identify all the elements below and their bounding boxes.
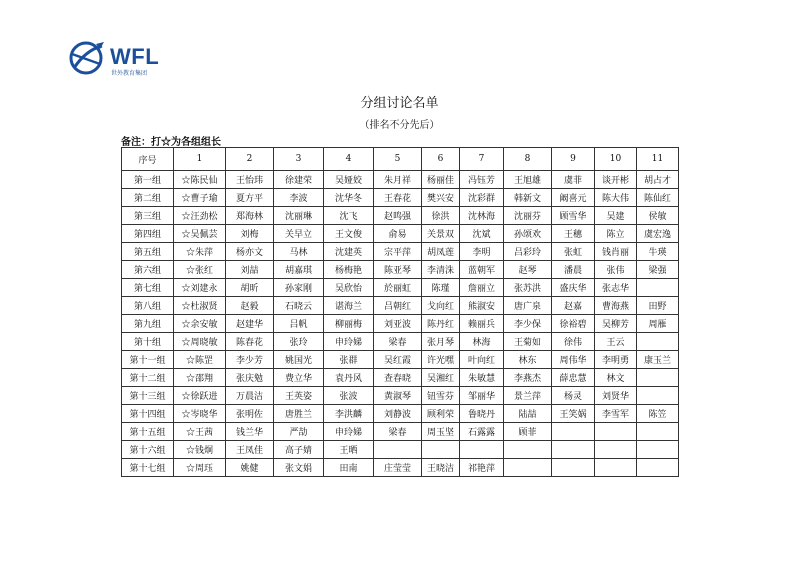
member-cell: 林文 xyxy=(595,369,637,387)
group-label-cell: 第十五组 xyxy=(122,423,174,441)
member-cell: 顾雪华 xyxy=(552,207,595,225)
member-cell: 黄淑琴 xyxy=(374,387,422,405)
member-cell: 张虹 xyxy=(552,243,595,261)
member-cell: 赵嘉 xyxy=(552,297,595,315)
group-label-cell: 第十二组 xyxy=(122,369,174,387)
member-cell: 赵鸣强 xyxy=(374,207,422,225)
member-cell: 张月琴 xyxy=(422,333,460,351)
member-cell: 李燕杰 xyxy=(504,369,552,387)
member-cell: 许光嘿 xyxy=(422,351,460,369)
member-cell: ☆曹子瑜 xyxy=(174,189,226,207)
table-row xyxy=(122,243,679,261)
member-cell: ☆张红 xyxy=(174,261,226,279)
member-cell: 陈立 xyxy=(595,225,637,243)
member-cell: 杨灵 xyxy=(552,387,595,405)
member-cell: 陈大伟 xyxy=(595,189,637,207)
member-cell: 吴柳芳 xyxy=(595,315,637,333)
column-header: 7 xyxy=(460,148,504,171)
member-cell: 李少保 xyxy=(504,315,552,333)
member-cell: 杨丽佳 xyxy=(422,171,460,189)
column-header: 6 xyxy=(422,148,460,171)
table-row xyxy=(122,315,679,333)
group-label-cell: 第十六组 xyxy=(122,441,174,459)
member-cell xyxy=(552,423,595,441)
member-cell: 顾利荣 xyxy=(422,405,460,423)
member-cell: 张文娟 xyxy=(274,459,324,477)
member-cell: 王春花 xyxy=(374,189,422,207)
group-label-cell: 第六组 xyxy=(122,261,174,279)
column-header: 5 xyxy=(374,148,422,171)
group-table xyxy=(121,147,679,477)
member-cell: 费立华 xyxy=(274,369,324,387)
member-cell xyxy=(637,387,679,405)
member-cell: 王怡玮 xyxy=(226,171,274,189)
member-cell xyxy=(637,423,679,441)
member-cell: 赵琴 xyxy=(504,261,552,279)
member-cell: 李雪军 xyxy=(595,405,637,423)
member-cell: 王凤佳 xyxy=(226,441,274,459)
member-cell: 戈向红 xyxy=(422,297,460,315)
globe-icon xyxy=(71,42,104,73)
member-cell: 於丽虹 xyxy=(374,279,422,297)
member-cell: 吕朝红 xyxy=(374,297,422,315)
member-cell: 杨亦文 xyxy=(226,243,274,261)
member-cell: 吴湘红 xyxy=(422,369,460,387)
member-cell: 赵毅 xyxy=(226,297,274,315)
member-cell: 陈春花 xyxy=(226,333,274,351)
member-cell: 庄莹莹 xyxy=(374,459,422,477)
member-cell: 吕彩玲 xyxy=(504,243,552,261)
group-label-cell: 第八组 xyxy=(122,297,174,315)
table-body xyxy=(122,171,679,477)
table-row xyxy=(122,351,679,369)
member-cell: 朱敏慧 xyxy=(460,369,504,387)
member-cell: ☆徐跃进 xyxy=(174,387,226,405)
table-row xyxy=(122,279,679,297)
member-cell: 沈斌 xyxy=(460,225,504,243)
member-cell: ☆汪劲松 xyxy=(174,207,226,225)
member-cell: 曹海燕 xyxy=(595,297,637,315)
group-label-cell: 第五组 xyxy=(122,243,174,261)
member-cell: 周玉坚 xyxy=(422,423,460,441)
member-cell xyxy=(595,423,637,441)
member-cell: 梁强 xyxy=(637,261,679,279)
member-cell: 田南 xyxy=(324,459,374,477)
group-label-cell: 第九组 xyxy=(122,315,174,333)
member-cell: 梁春 xyxy=(374,333,422,351)
member-cell: 陈瑾 xyxy=(422,279,460,297)
group-label-cell: 第二组 xyxy=(122,189,174,207)
member-cell: 俞易 xyxy=(374,225,422,243)
member-cell: 王穗 xyxy=(552,225,595,243)
member-cell: 李洪麟 xyxy=(324,405,374,423)
member-cell: 申玲娣 xyxy=(324,423,374,441)
member-cell xyxy=(374,441,422,459)
member-cell: 徐裕碧 xyxy=(552,315,595,333)
group-label-cell: 第一组 xyxy=(122,171,174,189)
member-cell: 沈丽芬 xyxy=(504,207,552,225)
table-header-row xyxy=(122,148,679,171)
member-cell: 冯钰芳 xyxy=(460,171,504,189)
group-label-cell: 第十四组 xyxy=(122,405,174,423)
member-cell: 牛瑛 xyxy=(637,243,679,261)
member-cell: 关景双 xyxy=(422,225,460,243)
member-cell: 李明勇 xyxy=(595,351,637,369)
member-cell: ☆陈罡 xyxy=(174,351,226,369)
member-cell: 虞菲 xyxy=(552,171,595,189)
member-cell xyxy=(422,441,460,459)
member-cell: 潘晨 xyxy=(552,261,595,279)
member-cell: 蓝朝军 xyxy=(460,261,504,279)
member-cell: 胡占才 xyxy=(637,171,679,189)
member-cell: 钱肖丽 xyxy=(595,243,637,261)
member-cell: 查春晓 xyxy=(374,369,422,387)
member-cell: 关早立 xyxy=(274,225,324,243)
member-cell: 田野 xyxy=(637,297,679,315)
group-label-cell: 第十一组 xyxy=(122,351,174,369)
table-row xyxy=(122,369,679,387)
member-cell: 王菊如 xyxy=(504,333,552,351)
column-header: 序号 xyxy=(122,148,174,171)
member-cell: 陈丹红 xyxy=(422,315,460,333)
member-cell xyxy=(504,459,552,477)
member-cell: 吴欣怡 xyxy=(324,279,374,297)
member-cell: 赖丽兵 xyxy=(460,315,504,333)
group-label-cell: 第十三组 xyxy=(122,387,174,405)
member-cell: 沈丽琳 xyxy=(274,207,324,225)
member-cell: 申玲娣 xyxy=(324,333,374,351)
member-cell xyxy=(460,441,504,459)
member-cell: 张群 xyxy=(324,351,374,369)
leader-note: 备注：打☆为各组组长 xyxy=(121,137,221,148)
member-cell: 刘梅 xyxy=(226,225,274,243)
member-cell: ☆钱炯 xyxy=(174,441,226,459)
member-cell: 李清洙 xyxy=(422,261,460,279)
member-cell: 詹丽立 xyxy=(460,279,504,297)
member-cell: 张伟 xyxy=(595,261,637,279)
member-cell: 胡凤莲 xyxy=(422,243,460,261)
member-cell xyxy=(595,459,637,477)
member-cell: 王旭雄 xyxy=(504,171,552,189)
member-cell: 郑海林 xyxy=(226,207,274,225)
page-subtitle: （排名不分先后） xyxy=(359,120,440,131)
table-row xyxy=(122,387,679,405)
member-cell: 顾菲 xyxy=(504,423,552,441)
member-cell: 夏方平 xyxy=(226,189,274,207)
member-cell: 谌海兰 xyxy=(324,297,374,315)
member-cell: 沈华冬 xyxy=(324,189,374,207)
member-cell: 胡昕 xyxy=(226,279,274,297)
member-cell: 朱月祥 xyxy=(374,171,422,189)
member-cell: 马林 xyxy=(274,243,324,261)
member-cell: 祁艳萍 xyxy=(460,459,504,477)
member-cell: 王文俊 xyxy=(324,225,374,243)
member-cell: 唐胜兰 xyxy=(274,405,324,423)
member-cell: ☆王茜 xyxy=(174,423,226,441)
column-header: 11 xyxy=(637,148,679,171)
member-cell: 林东 xyxy=(504,351,552,369)
member-cell: 虞宏逸 xyxy=(637,225,679,243)
member-cell xyxy=(552,441,595,459)
member-cell: 孙家刚 xyxy=(274,279,324,297)
member-cell: 钱兰华 xyxy=(226,423,274,441)
member-cell: ☆吴佩芸 xyxy=(174,225,226,243)
table-row xyxy=(122,441,679,459)
member-cell: 高子婧 xyxy=(274,441,324,459)
member-cell: 沈建英 xyxy=(324,243,374,261)
group-label-cell: 第十组 xyxy=(122,333,174,351)
member-cell: 刘喆 xyxy=(226,261,274,279)
member-cell xyxy=(637,441,679,459)
table-row xyxy=(122,189,679,207)
member-cell: 李少芳 xyxy=(226,351,274,369)
member-cell: 张波 xyxy=(324,387,374,405)
member-cell: ☆陈民仙 xyxy=(174,171,226,189)
member-cell: ☆周珏 xyxy=(174,459,226,477)
member-cell: 周雁 xyxy=(637,315,679,333)
page-title: 分组讨论名单 xyxy=(360,96,439,111)
member-cell: 陈笠 xyxy=(637,405,679,423)
table-row xyxy=(122,405,679,423)
member-cell: 严劼 xyxy=(274,423,324,441)
member-cell: 康玉兰 xyxy=(637,351,679,369)
member-cell: 鲁晓丹 xyxy=(460,405,504,423)
logo-text: WFL xyxy=(110,44,160,69)
member-cell: 徐建荣 xyxy=(274,171,324,189)
member-cell: 李明 xyxy=(460,243,504,261)
member-cell: 吕帆 xyxy=(274,315,324,333)
group-label-cell: 第七组 xyxy=(122,279,174,297)
member-cell: ☆杜淑贤 xyxy=(174,297,226,315)
table-row xyxy=(122,207,679,225)
group-label-cell: 第四组 xyxy=(122,225,174,243)
member-cell: 唐广泉 xyxy=(504,297,552,315)
column-header: 8 xyxy=(504,148,552,171)
member-cell: 王晓洁 xyxy=(422,459,460,477)
member-cell: 沈林海 xyxy=(460,207,504,225)
table-row xyxy=(122,423,679,441)
member-cell: 吴娅姣 xyxy=(324,171,374,189)
member-cell: 邹丽华 xyxy=(460,387,504,405)
member-cell: 谈开彬 xyxy=(595,171,637,189)
member-cell: 吴红霞 xyxy=(374,351,422,369)
member-cell: 阚喜元 xyxy=(552,189,595,207)
group-label-cell: 第十七组 xyxy=(122,459,174,477)
member-cell: 沈彩群 xyxy=(460,189,504,207)
member-cell: ☆邵翔 xyxy=(174,369,226,387)
member-cell: 钮雪芬 xyxy=(422,387,460,405)
member-cell: 王云 xyxy=(595,333,637,351)
member-cell: 孙颂欢 xyxy=(504,225,552,243)
member-cell: 石露露 xyxy=(460,423,504,441)
member-cell: 刘贤华 xyxy=(595,387,637,405)
member-cell: 宗平萍 xyxy=(374,243,422,261)
member-cell: 徐伟 xyxy=(552,333,595,351)
member-cell xyxy=(637,459,679,477)
member-cell: 刘静波 xyxy=(374,405,422,423)
table-header xyxy=(122,148,679,171)
member-cell: 杨梅艳 xyxy=(324,261,374,279)
member-cell: 陈仙红 xyxy=(637,189,679,207)
member-cell: 侯敏 xyxy=(637,207,679,225)
member-cell: 胡嘉琪 xyxy=(274,261,324,279)
member-cell: 袁丹风 xyxy=(324,369,374,387)
member-cell: 盛庆华 xyxy=(552,279,595,297)
table-row xyxy=(122,333,679,351)
member-cell: 张明佐 xyxy=(226,405,274,423)
member-cell xyxy=(637,279,679,297)
member-cell: 韩新文 xyxy=(504,189,552,207)
column-header: 1 xyxy=(174,148,226,171)
table-row xyxy=(122,459,679,477)
table-row xyxy=(122,171,679,189)
member-cell: 林海 xyxy=(460,333,504,351)
member-cell: 熊淑安 xyxy=(460,297,504,315)
member-cell xyxy=(637,333,679,351)
column-header: 10 xyxy=(595,148,637,171)
member-cell: 张玲 xyxy=(274,333,324,351)
table-row xyxy=(122,225,679,243)
member-cell: 王英姿 xyxy=(274,387,324,405)
member-cell: 石晓云 xyxy=(274,297,324,315)
member-cell: 万晨洁 xyxy=(226,387,274,405)
member-cell: 樊兴安 xyxy=(422,189,460,207)
member-cell xyxy=(504,441,552,459)
member-cell: 徐洪 xyxy=(422,207,460,225)
column-header: 9 xyxy=(552,148,595,171)
member-cell: ☆周晓敏 xyxy=(174,333,226,351)
member-cell: 赵建华 xyxy=(226,315,274,333)
table-row xyxy=(122,261,679,279)
member-cell: 刘亚波 xyxy=(374,315,422,333)
member-cell: 张苏洪 xyxy=(504,279,552,297)
member-cell: 姚健 xyxy=(226,459,274,477)
logo-subtitle: 世外教育集团 xyxy=(111,70,148,77)
member-cell xyxy=(552,459,595,477)
member-cell: 张志华 xyxy=(595,279,637,297)
member-cell xyxy=(637,369,679,387)
table-row xyxy=(122,297,679,315)
member-cell: 姚国光 xyxy=(274,351,324,369)
member-cell: 周伟华 xyxy=(552,351,595,369)
member-cell: 王笑娲 xyxy=(552,405,595,423)
member-cell: 陆喆 xyxy=(504,405,552,423)
member-cell: ☆刘建永 xyxy=(174,279,226,297)
member-cell: 薛忠慧 xyxy=(552,369,595,387)
member-cell: 梁春 xyxy=(374,423,422,441)
member-cell: 陈亚琴 xyxy=(374,261,422,279)
member-cell: 叶向红 xyxy=(460,351,504,369)
member-cell: 王晒 xyxy=(324,441,374,459)
member-cell: 柳丽梅 xyxy=(324,315,374,333)
member-cell: 李波 xyxy=(274,189,324,207)
member-cell: 张庆勉 xyxy=(226,369,274,387)
column-header: 2 xyxy=(226,148,274,171)
member-cell: ☆岑晓华 xyxy=(174,405,226,423)
member-cell: 沈飞 xyxy=(324,207,374,225)
member-cell: ☆朱萍 xyxy=(174,243,226,261)
member-cell: ☆余安敏 xyxy=(174,315,226,333)
member-cell: 吴建 xyxy=(595,207,637,225)
member-cell xyxy=(595,441,637,459)
column-header: 4 xyxy=(324,148,374,171)
member-cell: 景兰萍 xyxy=(504,387,552,405)
group-label-cell: 第三组 xyxy=(122,207,174,225)
column-header: 3 xyxy=(274,148,324,171)
